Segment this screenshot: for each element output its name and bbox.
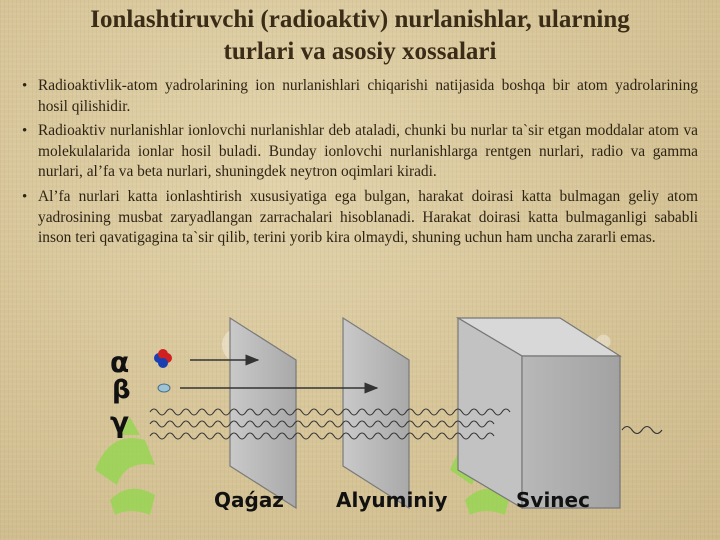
bullet-dot-icon: • bbox=[22, 188, 28, 205]
alpha-symbol: α bbox=[110, 346, 130, 379]
gamma-symbol: γ bbox=[110, 406, 130, 439]
bullet-text: Al’fa nurlari katta ionlashtirish xususiyatiga ega bulgan, harakat doirasi katta bulmagan geliy atom yadrosining musbat zaryadlangan zarrachalari hisoblanadi. Harakat doirasi katta bulmaganligi sababli inson teri qavatigagina ta`sir qilib, terini yorib kira olmaydi, shuning uchun ham uncha zararli emas. bbox=[38, 187, 698, 247]
bullet-dot-icon: • bbox=[22, 78, 28, 94]
alpha-particle-icon bbox=[154, 349, 172, 368]
lead-label: Svinec bbox=[516, 488, 590, 512]
aluminium-label: Alyuminiy bbox=[336, 488, 448, 512]
bullet-text: Radioaktivlik-atom yadrolarining ion nurlanishlari chiqarishi natijasida boshqa bir atom yadrolarining hosil qilishidir. bbox=[38, 77, 698, 115]
title-line-2: turlari va asosiy xossalari bbox=[223, 38, 497, 65]
title-line-1: Ionlashtiruvchi (radioaktiv) nurlanishlar, ularning bbox=[90, 6, 630, 33]
watermark-decoration bbox=[95, 417, 510, 515]
beta-symbol: β bbox=[112, 375, 131, 405]
bullet-dot-icon: • bbox=[22, 123, 28, 140]
beta-particle-icon bbox=[158, 384, 170, 392]
paper-label: Qaǵaz bbox=[214, 488, 284, 512]
lead-block bbox=[458, 318, 620, 508]
bullet-text: Radioaktiv nurlanishlar ionlovchi nurlanishlar deb ataladi, chunki bu nurlar ta`sir etgan moddalar atom va molekulalarida ionlar hosil buladi. Bunday ionlovchi nurlanishlarga rentgen nurlari, radio va gamma nurlari, al’fa va beta nurlari, shuningdek neytron oqimlari kiradi. bbox=[38, 122, 698, 181]
